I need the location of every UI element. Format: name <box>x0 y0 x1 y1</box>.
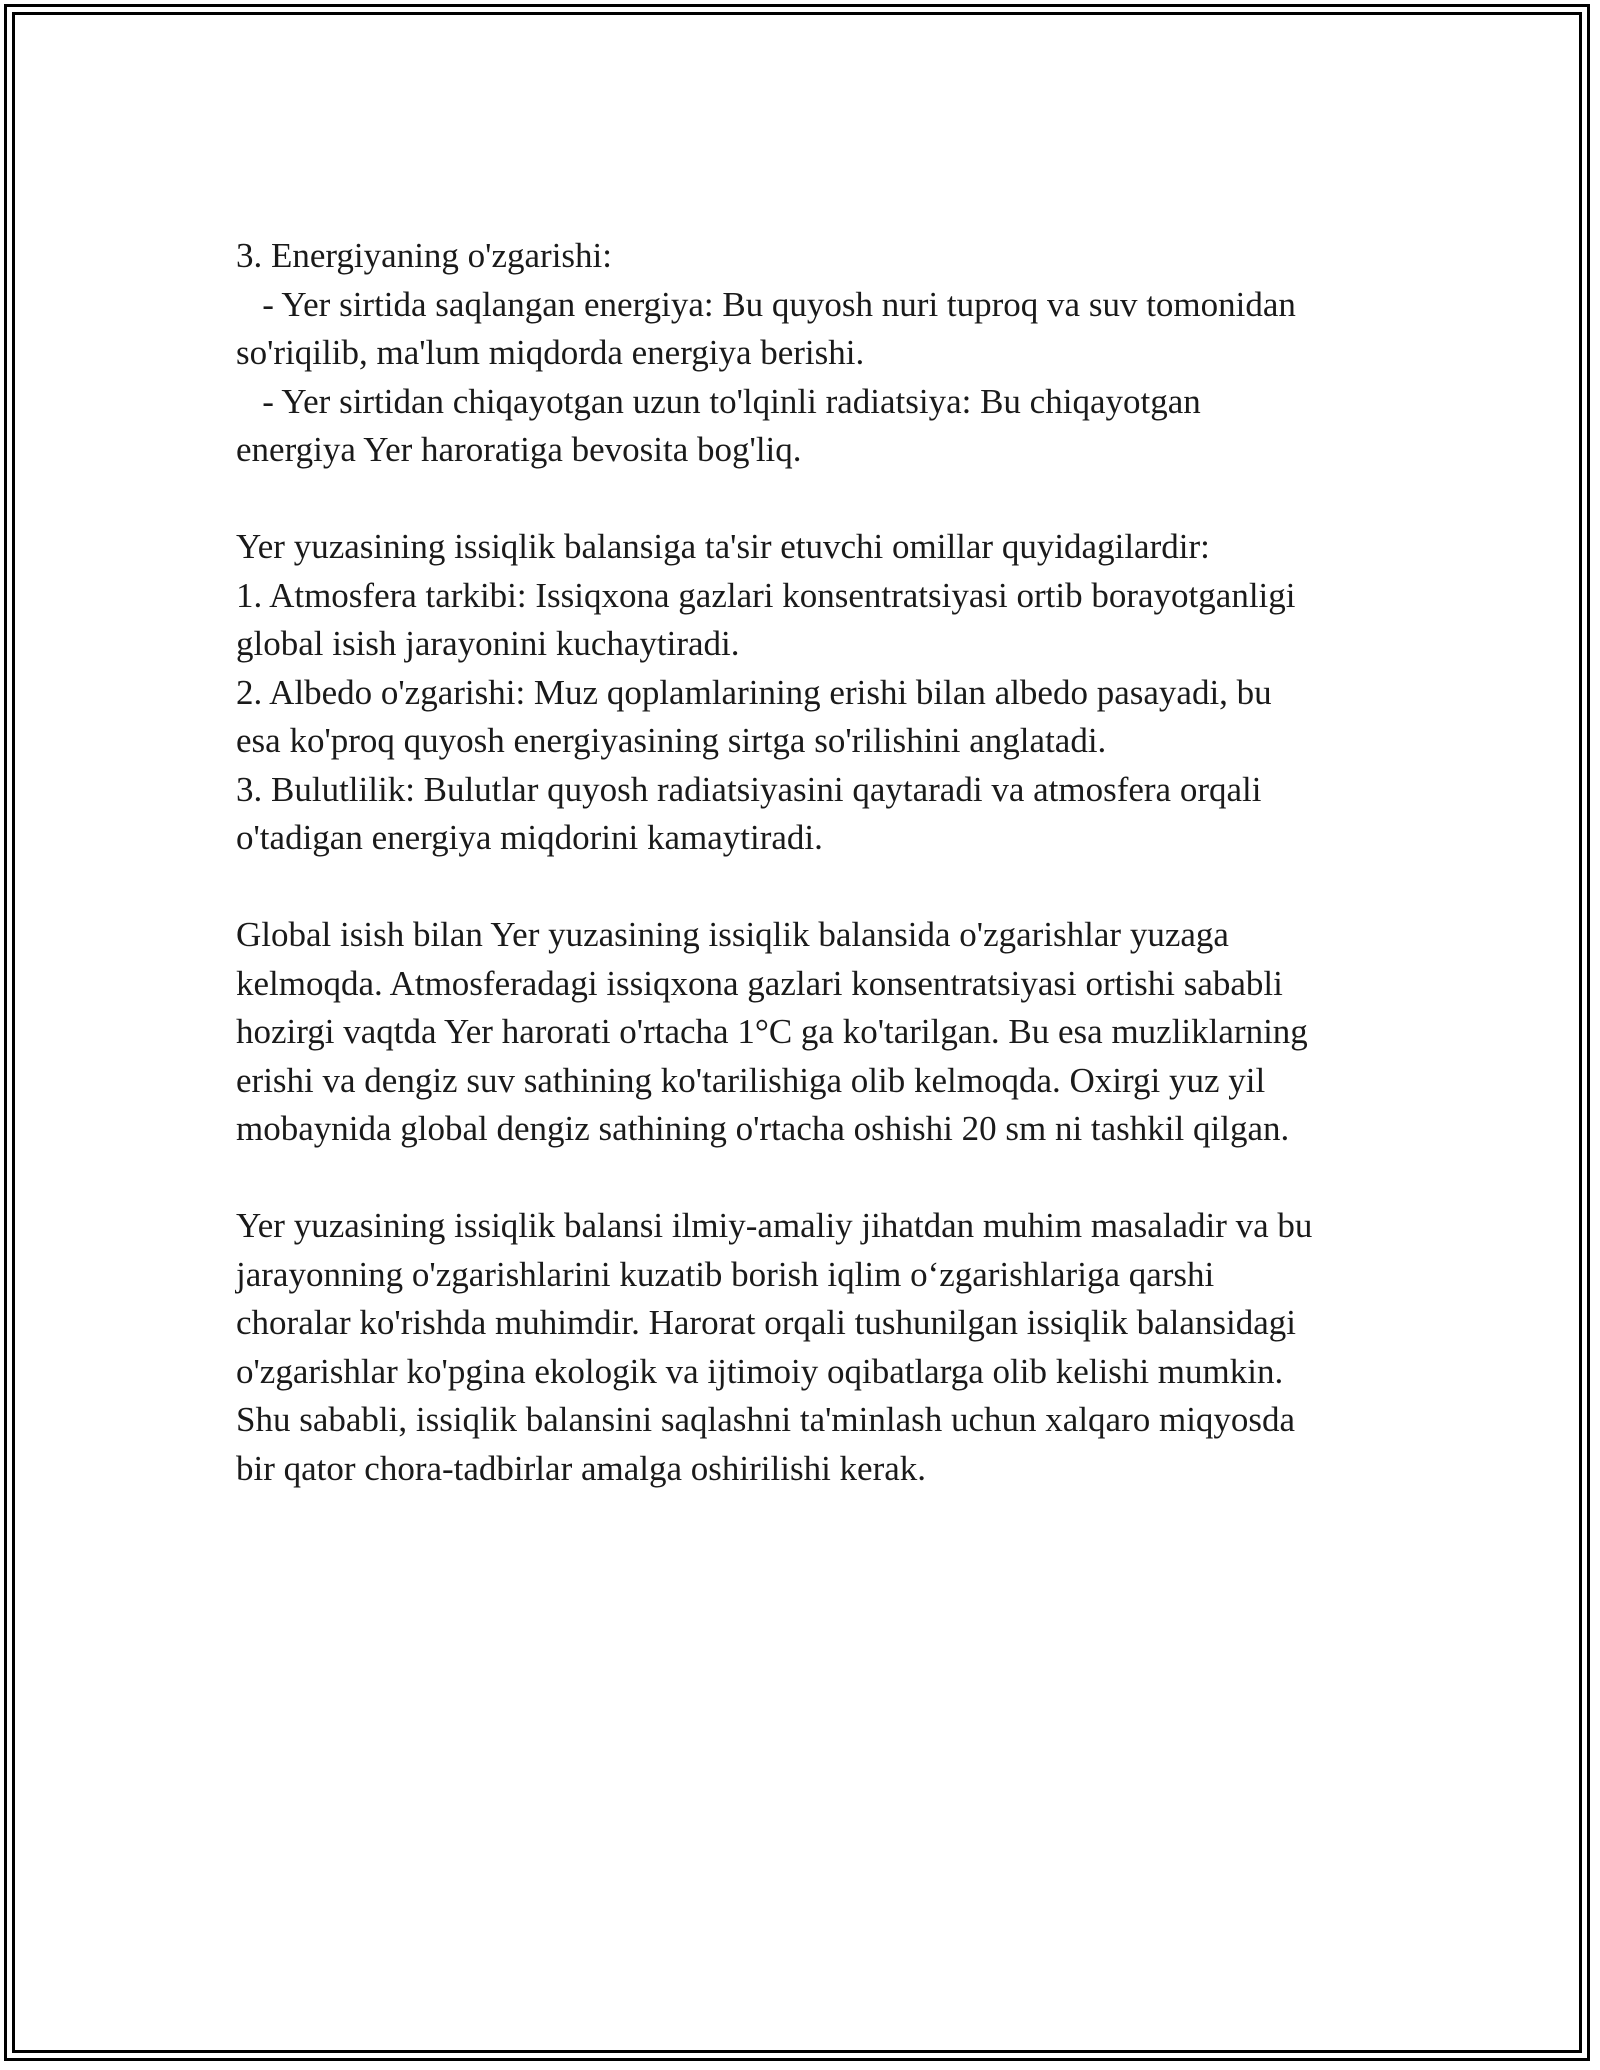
text-line: bir qator chora-tadbirlar amalga oshirilishi kerak. <box>236 1448 927 1488</box>
text-line: jarayonning o'zgarishlarini kuzatib borish iqlim o‘zgarishlariga qarshi <box>236 1254 1215 1294</box>
text-line: Yer yuzasining issiqlik balansi ilmiy-amaliy jihatdan muhim masaladir va bu <box>236 1206 1313 1245</box>
text-line: hozirgi vaqtda Yer harorati o'rtacha 1°C ga ko'tarilgan. Bu esa muzliklarning <box>236 1012 1308 1051</box>
text-line: energiya Yer haroratiga bevosita bog'liq. <box>236 430 802 469</box>
text-line: global isish jarayonini kuchaytiradi. <box>236 624 740 663</box>
text-line: 3. Bulutlilik: Bulutlar quyosh radiatsiyasini qaytaradi va atmosfera orqali <box>236 769 1262 809</box>
paragraph-gap <box>236 475 1386 524</box>
text-line: o'zgarishlar ko'pgina ekologik va ijtimoiy oqibatlarga olib kelishi mumkin. <box>236 1351 1284 1391</box>
document-body <box>236 232 1386 1493</box>
text-line: choralar ko'rishda muhimdir. Harorat orqali tushunilgan issiqlik balansidagi <box>236 1303 1296 1342</box>
paragraph-gap <box>236 1154 1386 1203</box>
text-line: Global isish bilan Yer yuzasining issiqlik balansida o'zgarishlar yuzaga <box>236 915 1229 954</box>
text-line: so'riqilib, ma'lum miqdorda energiya berishi. <box>236 333 865 372</box>
text-line: - Yer sirtida saqlangan energiya: Bu quyosh nuri tuproq va suv tomonidan <box>236 284 1296 324</box>
text-line: mobaynida global dengiz sathining o'rtacha oshishi 20 sm ni tashkil qilgan. <box>236 1109 1290 1148</box>
text-line: Yer yuzasining issiqlik balansiga ta'sir etuvchi omillar quyidagilardir: <box>236 527 1210 566</box>
text-line: 2. Albedo o'zgarishi: Muz qoplamlarining erishi bilan albedo pasayadi, bu <box>236 672 1272 712</box>
text-line: kelmoqda. Atmosferadagi issiqxona gazlari konsentratsiyasi ortishi sababli <box>236 963 1283 1003</box>
text-line: Shu sababli, issiqlik balansini saqlashni ta'minlash uchun xalqaro miqyosda <box>236 1400 1296 1439</box>
paragraph-gap <box>236 863 1386 912</box>
text-line: o'tadigan energiya miqdorini kamaytiradi. <box>236 818 823 857</box>
text-line: - Yer sirtidan chiqayotgan uzun to'lqinli radiatsiya: Bu chiqayotgan <box>236 381 1201 421</box>
text-line: 3. Energiyaning o'zgarishi: <box>236 236 612 275</box>
text-line: erishi va dengiz suv sathining ko'tarilishiga olib kelmoqda. Oxirgi yuz yil <box>236 1060 1266 1100</box>
text-line: 1. Atmosfera tarkibi: Issiqxona gazlari konsentratsiyasi ortib borayotganligi <box>236 575 1296 615</box>
text-line: esa ko'proq quyosh energiyasining sirtga so'rilishini anglatadi. <box>236 721 1107 760</box>
